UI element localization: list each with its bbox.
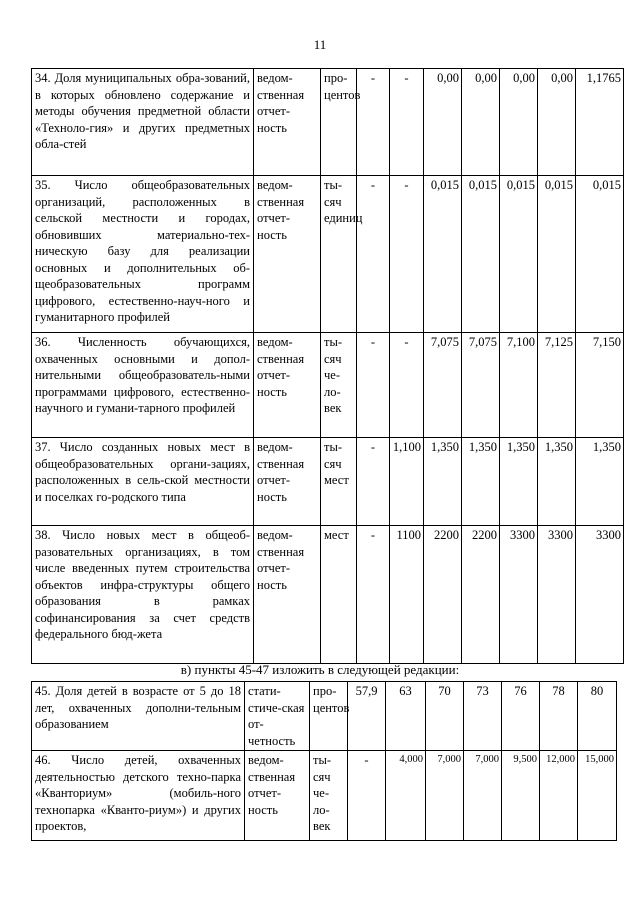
indicator-name: 45. Доля детей в возрасте от 5 до 18 лет, охваченных дополни-тельным образованием [32, 682, 245, 751]
value-cell: 1,350 [462, 438, 500, 526]
value-cell: - [357, 69, 390, 176]
value-cell: 63 [386, 682, 426, 751]
value-cell: 1,100 [390, 438, 424, 526]
indicator-name: 34. Доля муниципальных обра-зований, в которых обновлено содержание и методы обучения предметной области «Техноло-гия» и других предметных обла-стей [32, 69, 254, 176]
value-cell: 0,015 [576, 176, 624, 333]
value-cell: - [390, 69, 424, 176]
indicator-source: ведом-ственная отчет-ность [254, 333, 321, 438]
value-cell: 0,00 [462, 69, 500, 176]
value-cell: 70 [426, 682, 464, 751]
value-cell: 0,015 [424, 176, 462, 333]
indicator-name: 36. Численность обучающихся, охваченных основными и допол-нительными общеобразователь-ными программами цифрового, естественно-научного и гумани-тарного профилей [32, 333, 254, 438]
value-cell: 80 [578, 682, 617, 751]
indicators-table-1 [31, 68, 624, 664]
indicator-unit: ты-сяч мест [321, 438, 357, 526]
indicator-unit: мест [321, 526, 357, 664]
table-row [32, 333, 624, 438]
value-cell: 7,075 [462, 333, 500, 438]
indicator-source: стати-стиче-ская от-четность [245, 682, 310, 751]
value-cell: - [348, 751, 386, 841]
value-cell: - [357, 526, 390, 664]
table-row [32, 526, 624, 664]
value-cell: 1,350 [500, 438, 538, 526]
table-row [32, 682, 617, 751]
value-cell: 0,015 [462, 176, 500, 333]
value-cell: 78 [540, 682, 578, 751]
value-cell: 7,100 [500, 333, 538, 438]
value-cell: 73 [464, 682, 502, 751]
value-cell: 0,00 [500, 69, 538, 176]
value-cell: 0,00 [538, 69, 576, 176]
value-cell: - [390, 176, 424, 333]
indicator-name: 37. Число созданных новых мест в общеобразовательных органи-зациях, расположенных в сель-ской местности и поселках го-родского типа [32, 438, 254, 526]
indicator-name: 38. Число новых мест в общеоб-разовательных организациях, в том числе введенных путем строительства объектов инфра-структуры общего образования в рамках софинансирования за счет средств федерального бюд-жета [32, 526, 254, 664]
value-cell: - [357, 333, 390, 438]
indicator-source: ведом-ственная отчет-ность [254, 438, 321, 526]
value-cell: 9,500 [502, 751, 540, 841]
value-cell: 3300 [538, 526, 576, 664]
indicator-unit: про-центов [321, 69, 357, 176]
indicator-name: 35. Число общеобразовательных организаций, расположенных в сельской местности и городах, обновивших материально-тех-ническую базу для реализации основных и дополнительных об-щеобразовательных программ цифрового, естественно-науч-ного и гуманитарного профилей [32, 176, 254, 333]
table-row [32, 751, 617, 841]
table-row [32, 176, 624, 333]
value-cell: - [390, 333, 424, 438]
value-cell: - [357, 438, 390, 526]
page-number: 11 [313, 37, 327, 52]
value-cell: 1,350 [538, 438, 576, 526]
indicator-source: ведом-ственная отчет-ность [254, 69, 321, 176]
value-cell: 2200 [424, 526, 462, 664]
indicators-table-2 [31, 681, 617, 841]
value-cell: 7,000 [426, 751, 464, 841]
table-row [32, 438, 624, 526]
table-row [32, 69, 624, 176]
indicator-source: ведом-ственная отчет-ность [245, 751, 310, 841]
value-cell: 3300 [576, 526, 624, 664]
value-cell: 4,000 [386, 751, 426, 841]
indicator-unit: ты-сяч единиц [321, 176, 357, 333]
value-cell: 7,125 [538, 333, 576, 438]
indicator-unit: ты-сяч че-ло-век [310, 751, 348, 841]
value-cell: 0,015 [538, 176, 576, 333]
indicator-name: 46. Число детей, охваченных деятельностью детского техно-парка «Кванториум» (мобиль-ного технопарка «Кванто-риум») и других проектов, [32, 751, 245, 841]
value-cell: 1,1765 [576, 69, 624, 176]
value-cell: - [357, 176, 390, 333]
indicator-source: ведом-ственная отчет-ность [254, 176, 321, 333]
value-cell: 1,350 [424, 438, 462, 526]
value-cell: 3300 [500, 526, 538, 664]
value-cell: 15,000 [578, 751, 617, 841]
value-cell: 1100 [390, 526, 424, 664]
value-cell: 1,350 [576, 438, 624, 526]
amendment-instruction: в) пункты 45-47 изложить в следующей редакции: [180, 662, 460, 677]
value-cell: 7,150 [576, 333, 624, 438]
value-cell: 12,000 [540, 751, 578, 841]
value-cell: 0,015 [500, 176, 538, 333]
indicator-source: ведом-ственная отчет-ность [254, 526, 321, 664]
indicator-unit: ты-сяч че-ло-век [321, 333, 357, 438]
value-cell: 57,9 [348, 682, 386, 751]
value-cell: 7,075 [424, 333, 462, 438]
value-cell: 2200 [462, 526, 500, 664]
value-cell: 76 [502, 682, 540, 751]
indicator-unit: про-центов [310, 682, 348, 751]
value-cell: 0,00 [424, 69, 462, 176]
value-cell: 7,000 [464, 751, 502, 841]
